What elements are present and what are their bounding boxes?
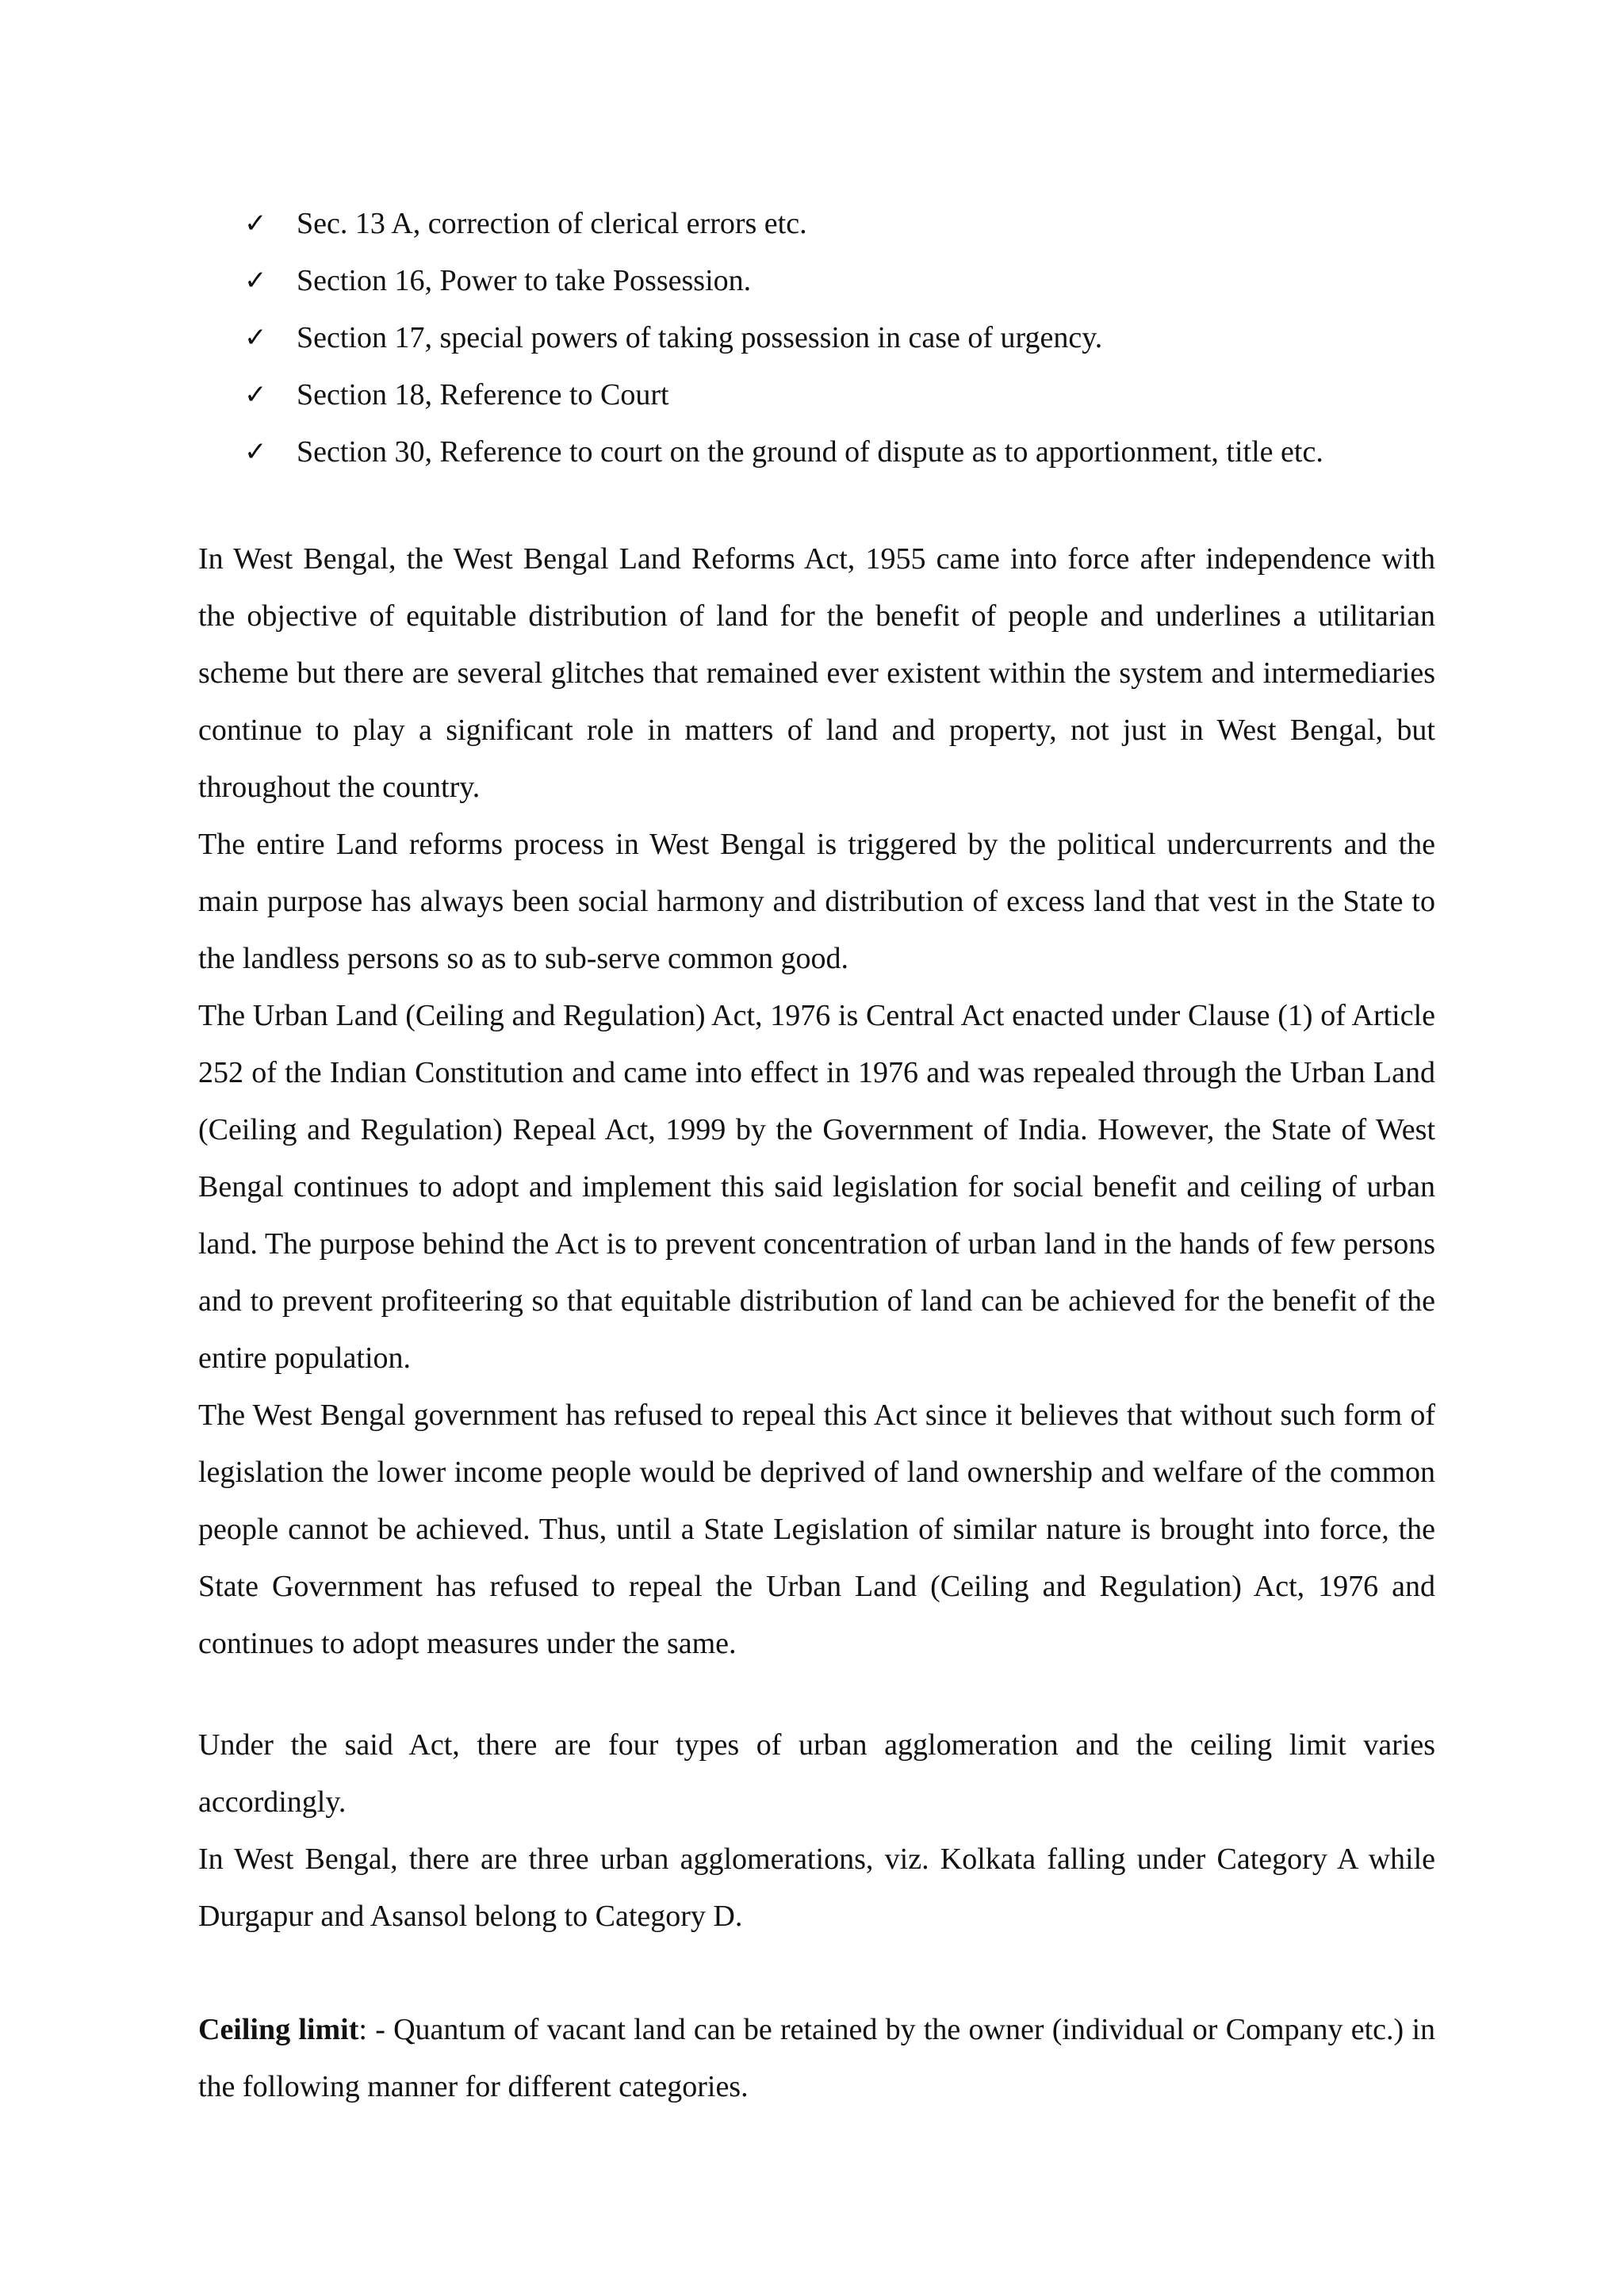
body-block-ceiling-limit — [198, 2001, 1435, 2115]
paragraph-land-reforms-process: The entire Land reforms process in West Bengal is triggered by the political undercurrents and the main purpose has always been social harmony and distribution of excess land that vest in the State to the landless persons so as to sub-serve common good. — [198, 828, 1435, 975]
list-item-text: Section 30, Reference to court on the ground of dispute as to apportionment, title etc. — [297, 435, 1323, 469]
paragraph-urban-agglomeration-types: Under the said Act, there are four types of urban agglomeration and the ceiling limit varies accordingly. — [198, 1728, 1435, 1819]
list-item-text: Section 16, Power to take Possession. — [297, 264, 752, 297]
paragraph-land-reforms-act: In West Bengal, the West Bengal Land Reforms Act, 1955 came into force after independence with the objective of equitable distribution of land for the benefit of people and underlines a utilitarian scheme but there are several glitches that remained ever existent within the system and intermediaries continue to play a significant role in matters of land and property, not just in West Bengal, but throughout the country. — [198, 542, 1435, 804]
list-item-text: Section 17, special powers of taking possession in case of urgency. — [297, 321, 1103, 354]
list-item-text: Sec. 13 A, correction of clerical errors etc. — [297, 207, 807, 240]
checkmark-icon: ✓ — [244, 436, 267, 468]
list-item — [244, 195, 1450, 252]
paragraph-urban-land-act: The Urban Land (Ceiling and Regulation) Act, 1976 is Central Act enacted under Clause (1) of Article 252 of the Indian Constitution and came into effect in 1976 and was repealed through the Urban Land (Ceiling and Regulation) Repeal Act, 1999 by the Government of India. However, the State of West Bengal continues to adopt and implement this said legislation for social benefit and ceiling of urban land. The purpose behind the Act is to prevent concentration of urban land in the hands of few persons and to prevent profiteering so that equitable distribution of land can be achieved for the benefit of the entire population. — [198, 999, 1435, 1375]
section-list — [244, 195, 1450, 480]
paragraph-west-bengal-agglomerations: In West Bengal, there are three urban agglomerations, viz. Kolkata falling under Category A while Durgapur and Asansol belong to Category D. — [198, 1843, 1435, 1933]
list-item-text: Section 18, Reference to Court — [297, 378, 669, 411]
checkmark-icon: ✓ — [244, 379, 267, 411]
list-item — [244, 309, 1450, 366]
list-item — [244, 252, 1450, 309]
paragraph-refusal-to-repeal: The West Bengal government has refused to repeal this Act since it believes that without such form of legislation the lower income people would be deprived of land ownership and welfare of the common people cannot be achieved. Thus, until a State Legislation of similar nature is brought into force, the State Government has refused to repeal the Urban Land (Ceiling and Regulation) Act, 1976 and continues to adopt measures under the same. — [198, 1399, 1435, 1660]
checkmark-icon: ✓ — [244, 322, 267, 354]
checkmark-icon: ✓ — [244, 265, 267, 297]
checkmark-icon: ✓ — [244, 208, 267, 239]
ceiling-limit-text: : - Quantum of vacant land can be retained by the owner (individual or Company etc.) in the following manner for different categories. — [198, 2013, 1435, 2103]
paragraph-ceiling-limit — [198, 2001, 1435, 2115]
list-item — [244, 423, 1450, 480]
list-item — [244, 366, 1450, 423]
body-block-land-reforms — [198, 530, 1435, 1672]
body-block-agglomeration — [198, 1716, 1435, 1945]
ceiling-limit-label: Ceiling limit — [198, 2013, 359, 2046]
